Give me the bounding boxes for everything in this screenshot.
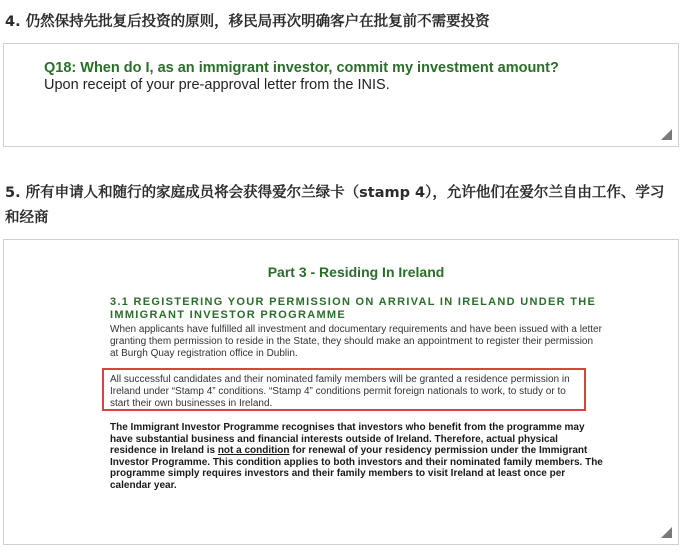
paragraph-registering: When applicants have fulfilled all investment and documentary requirements and have been issued with a letter granting them permission to reside in the State, they should make an appointment to register their permission at Burgh Quay registration office in Dublin. [110,324,602,359]
resize-grip-icon[interactable] [661,129,672,140]
paragraph-residence-underlined: not a condition [217,445,290,457]
paragraph-residence-part1: The Immigrant Investor Programme recognises that investors who benefit from the programme may have substantial business and financial interests outside of Ireland. Therefore, actual physical residence in Ireland is [110,422,585,457]
section-4-heading: 4. 仍然保持先批复后投资的原则，移民局再次明确客户在批复前不需要投资 [5,14,490,30]
document-page-image [102,246,610,538]
q18-answer: Upon receipt of your pre-approval letter from the INIS. [44,77,390,93]
document-image-frame [3,239,679,545]
paragraph-residence-part2: for renewal of your residency permission under the Immigrant Investor Programme. This condition applies to both investors and their nominated family members. The programme simply requires investors and their family members to visit Ireland at least once per calendar year. [110,445,603,491]
resize-grip-icon[interactable] [661,527,672,538]
q18-image [44,60,664,94]
paragraph-residence [110,422,604,492]
section-title: 3.1 REGISTERING YOUR PERMISSION ON ARRIVAL IN IRELAND UNDER THE IMMIGRANT INVESTOR PROGRAMME [110,296,597,321]
highlighted-paragraph: All successful candidates and their nominated family members will be granted a residence permission in Ireland under “Stamp 4” conditions. “Stamp 4” conditions permit foreign nationals to work, to study or to start their own businesses in Ireland. [102,368,586,411]
q18-image-frame [3,43,679,147]
part-title: Part 3 - Residing In Ireland [267,264,445,280]
section-5-heading: 5. 所有申请人和随行的家庭成员将会获得爱尔兰绿卡（stamp 4），允许他们在爱尔兰自由工作、学习和经商 [5,185,665,226]
q18-question: Q18: When do I, as an immigrant investor, commit my investment amount? [44,60,559,76]
